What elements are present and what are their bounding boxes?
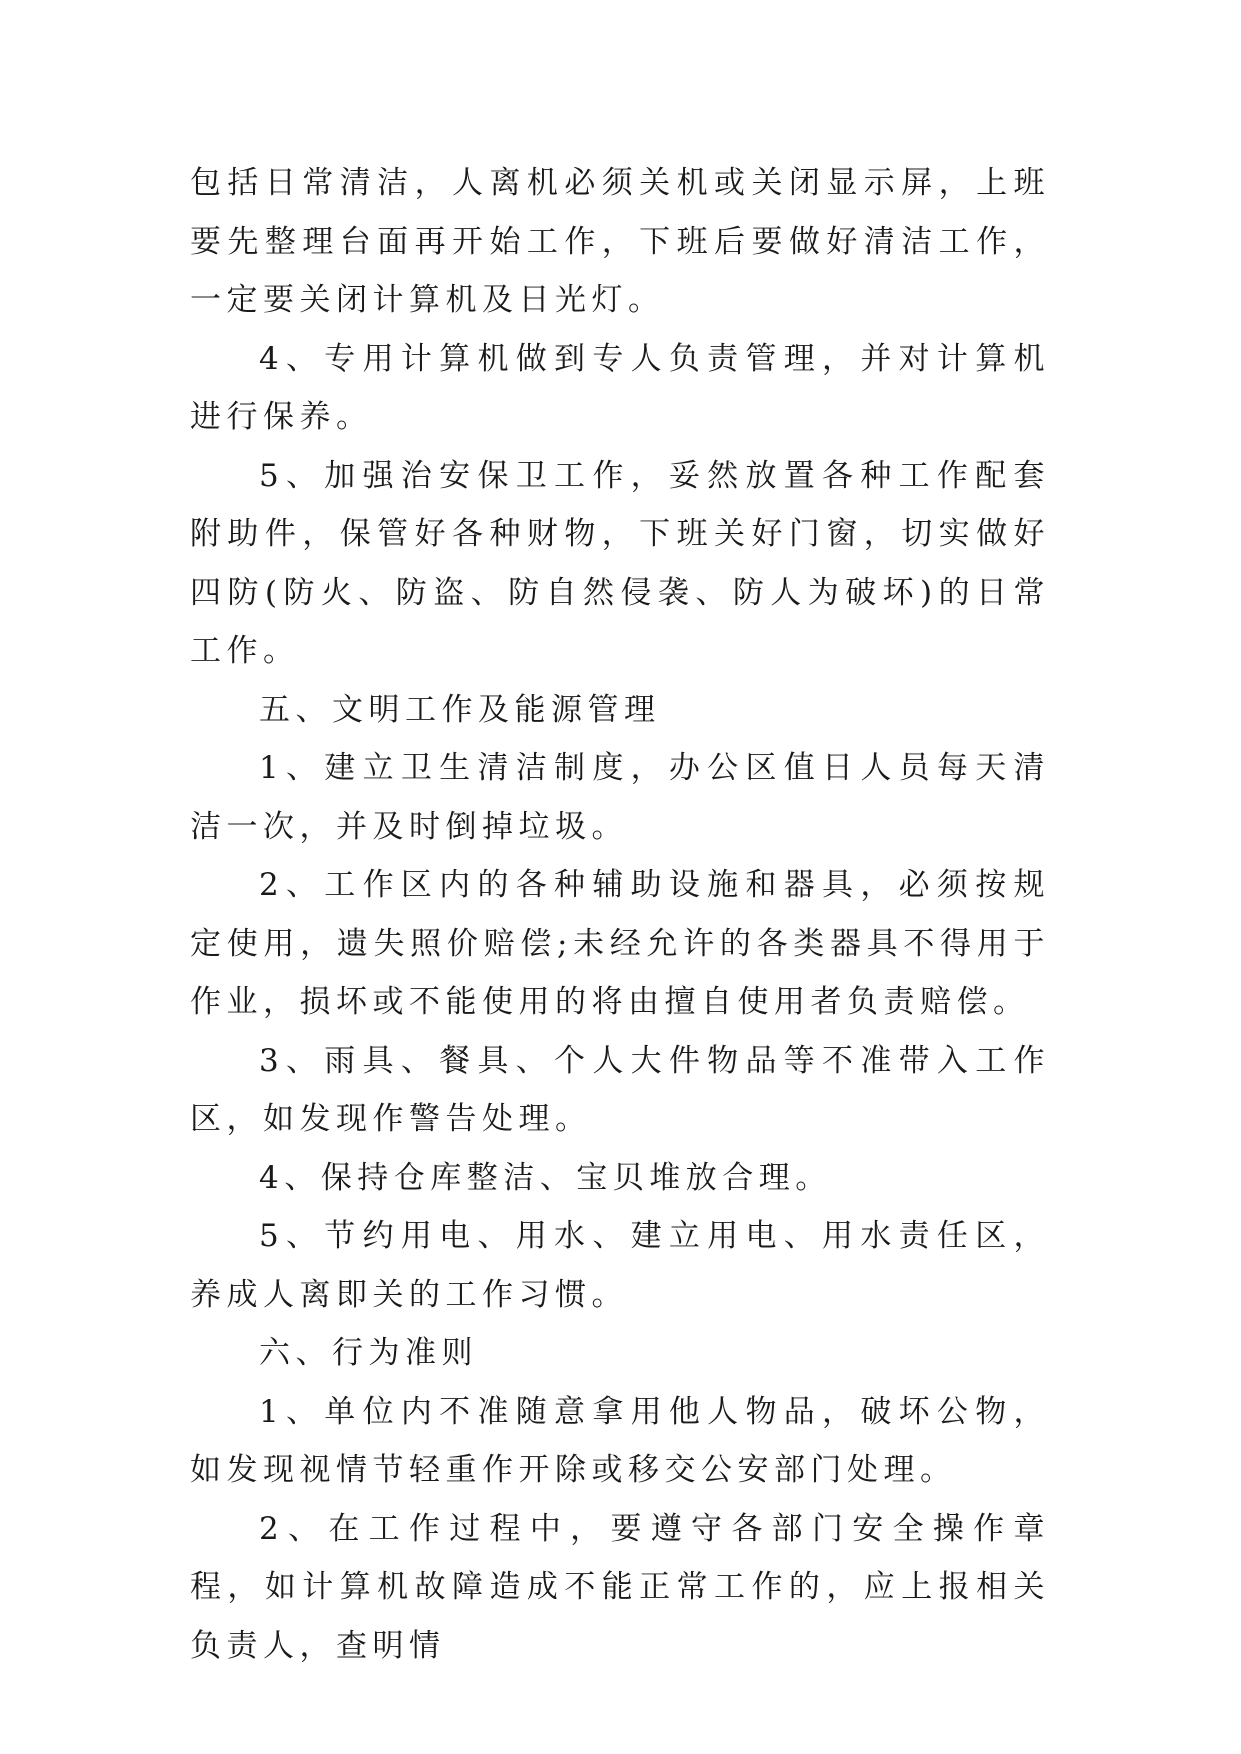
paragraph-sec5-item-2: 2、工作区内的各种辅助设施和器具，必须按规定使用，遗失照价赔偿;未经允许的各类器具不得用于作业，损坏或不能使用的将由擅自使用者负责赔偿。 xyxy=(190,867,1050,1020)
section-heading-6: 六、行为准则 xyxy=(259,1335,478,1371)
paragraph-sec5-item-1: 1、建立卫生清洁制度，办公区值日人员每天清洁一次，并及时倒掉垃圾。 xyxy=(190,750,1050,845)
paragraph-sec6-item-1: 1、单位内不准随意拿用他人物品，破坏公物，如发现视情节轻重作开除或移交公安部门处理。 xyxy=(190,1393,1050,1488)
paragraph-sec5-item-5: 5、节约用电、用水、建立用电、用水责任区，养成人离即关的工作习惯。 xyxy=(190,1218,1050,1313)
section-heading-5: 五、文明工作及能源管理 xyxy=(259,691,661,728)
document-body xyxy=(190,154,1050,1675)
paragraph-sec6-item-2: 2、在工作过程中，要遵守各部门安全操作章程，如计算机故障造成不能正常工作的，应上报相关负责人，查明情 xyxy=(190,1510,1050,1664)
paragraph-sec5-item-3: 3、雨具、餐具、个人大件物品等不准带入工作区，如发现作警告处理。 xyxy=(190,1042,1050,1137)
paragraph-sec5-item-4: 4、保持仓库整洁、宝贝堆放合理。 xyxy=(259,1159,832,1196)
paragraph-cleaning-continued: 包括日常清洁，人离机必须关机或关闭显示屏，上班要先整理台面再开始工作，下班后要做好清洁工作，一定要关闭计算机及日光灯。 xyxy=(190,165,1050,318)
paragraph-item-5-security: 5、加强治安保卫工作，妥然放置各种工作配套附助件，保管好各种财物，下班关好门窗，切实做好四防(防火、防盗、防自然侵袭、防人为破坏)的日常工作。 xyxy=(190,457,1050,669)
paragraph-item-4-computer: 4、专用计算机做到专人负责管理，并对计算机进行保养。 xyxy=(190,340,1050,435)
